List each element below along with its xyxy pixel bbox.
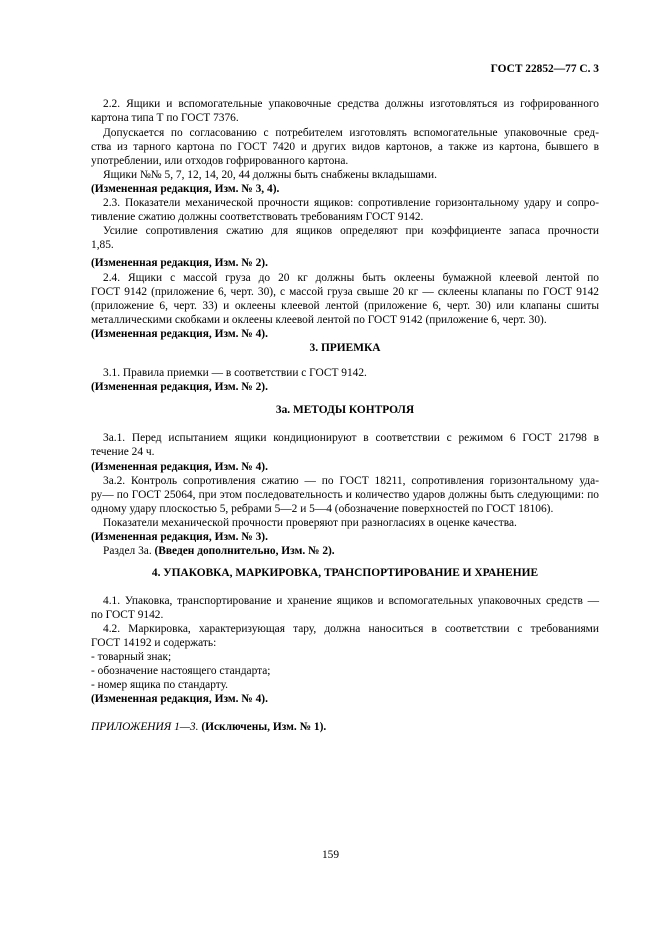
page-header: ГОСТ 22852—77 С. 3 bbox=[490, 63, 599, 75]
paragraph-line: Ящики №№ 5, 7, 12, 14, 20, 44 должны быть снабжены вкладышами. bbox=[103, 169, 437, 181]
amendment-note: (Измененная редакция, Изм. № 2). bbox=[91, 257, 268, 269]
paragraph-line: 4.1. Упаковка, транспортирование и хранение ящиков и вспомогательных упаковочных средств — bbox=[103, 595, 599, 607]
section-note-label: Раздел 3а. bbox=[103, 545, 155, 557]
paragraph-line: 4.2. Маркировка, характеризующая тару, должна наноситься в соответствии с требованиями bbox=[103, 623, 599, 635]
section-note bbox=[103, 544, 335, 558]
amendment-note: (Измененная редакция, Изм. № 4). bbox=[91, 693, 268, 705]
list-item: - номер ящика по стандарту. bbox=[91, 679, 228, 691]
paragraph-line: ГОСТ 9142 (приложение 6, черт. 30), с массой груза свыше 20 кг — склеены клапаны по ГОСТ 9142 bbox=[91, 286, 599, 298]
appendix-label: ПРИЛОЖЕНИЯ 1—3. bbox=[91, 721, 202, 733]
paragraph-line: 2.3. Показатели механической прочности ящиков: сопротивление горизонтальному удару и сопро- bbox=[103, 197, 599, 209]
paragraph-line: одному удару плоскостью 5, ребрами 5—2 и 5—4 (обозначение поверхностей по ГОСТ 18106). bbox=[91, 503, 554, 515]
paragraph-line: 2.2. Ящики и вспомогательные упаковочные средства должны изготовляться из гофрированного bbox=[103, 98, 599, 110]
list-item: - товарный знак; bbox=[91, 651, 172, 663]
page-number: 159 bbox=[321, 849, 340, 861]
paragraph-line: 3а.1. Перед испытанием ящики кондиционируют в соответствии с режимом 6 ГОСТ 21798 в bbox=[103, 432, 599, 444]
amendment-note: (Измененная редакция, Изм. № 4). bbox=[91, 461, 268, 473]
paragraph-line: течение 24 ч. bbox=[91, 446, 155, 458]
amendment-note: (Измененная редакция, Изм. № 3). bbox=[91, 531, 268, 543]
paragraph-line: по ГОСТ 9142. bbox=[91, 609, 164, 621]
paragraph-line: (приложение 6, черт. 33) и оклеены клеевой лентой (приложение 6, черт. 30) или клапаны сшиты bbox=[91, 300, 599, 312]
paragraph-line: Показатели механической прочности проверяют при разногласиях в оценке качества. bbox=[103, 517, 517, 529]
paragraph-line: тивление сжатию должны соответствовать требованиям ГОСТ 9142. bbox=[91, 211, 424, 223]
paragraph-line: ства из тарного картона по ГОСТ 7420 и других видов картонов, а также из картона, бывшего в bbox=[91, 141, 599, 153]
amendment-note: (Измененная редакция, Изм. № 4). bbox=[91, 328, 268, 340]
paragraph-line: металлическими скобками и оклеены клеевой лентой по ГОСТ 9142 (приложение 6, черт. 30). bbox=[91, 314, 547, 326]
paragraph-line: 3а.2. Контроль сопротивления сжатию — по ГОСТ 18211, сопротивления горизонтальному уда- bbox=[103, 475, 599, 487]
section-heading: 4. УПАКОВКА, МАРКИРОВКА, ТРАНСПОРТИРОВАНИЕ И ХРАНЕНИЕ bbox=[151, 567, 539, 579]
paragraph-line: Усилие сопротивления сжатию для ящиков определяют при коэффициенте запаса прочности bbox=[103, 225, 599, 237]
appendix-note bbox=[91, 720, 326, 734]
paragraph-line: 3.1. Правила приемки — в соответствии с ГОСТ 9142. bbox=[103, 367, 367, 379]
amendment-note: (Измененная редакция, Изм. № 2). bbox=[91, 381, 268, 393]
section-heading: 3. ПРИЕМКА bbox=[309, 342, 381, 354]
paragraph-line: ГОСТ 14192 и содержать: bbox=[91, 637, 217, 649]
paragraph-line: ру— по ГОСТ 25064, при этом последовательность и количество ударов должны быть следующими: по bbox=[91, 489, 599, 501]
paragraph-line: 2.4. Ящики с массой груза до 20 кг должны быть оклеены бумажной клеевой лентой по bbox=[103, 272, 599, 284]
paragraph-line: картона типа Т по ГОСТ 7376. bbox=[91, 112, 239, 124]
section-heading: 3а. МЕТОДЫ КОНТРОЛЯ bbox=[275, 404, 415, 416]
appendix-amendment: (Исключены, Изм. № 1). bbox=[201, 721, 327, 733]
paragraph-line: 1,85. bbox=[91, 239, 114, 251]
paragraph-line: употреблении, или отходов гофрированного картона. bbox=[91, 155, 349, 167]
section-note-amendment: (Введен дополнительно, Изм. № 2). bbox=[154, 545, 335, 557]
amendment-note: (Измененная редакция, Изм. № 3, 4). bbox=[91, 183, 280, 195]
paragraph-line: Допускается по согласованию с потребителем изготовлять вспомогательные упаковочные сред- bbox=[103, 127, 599, 139]
list-item: - обозначение настоящего стандарта; bbox=[91, 665, 271, 677]
